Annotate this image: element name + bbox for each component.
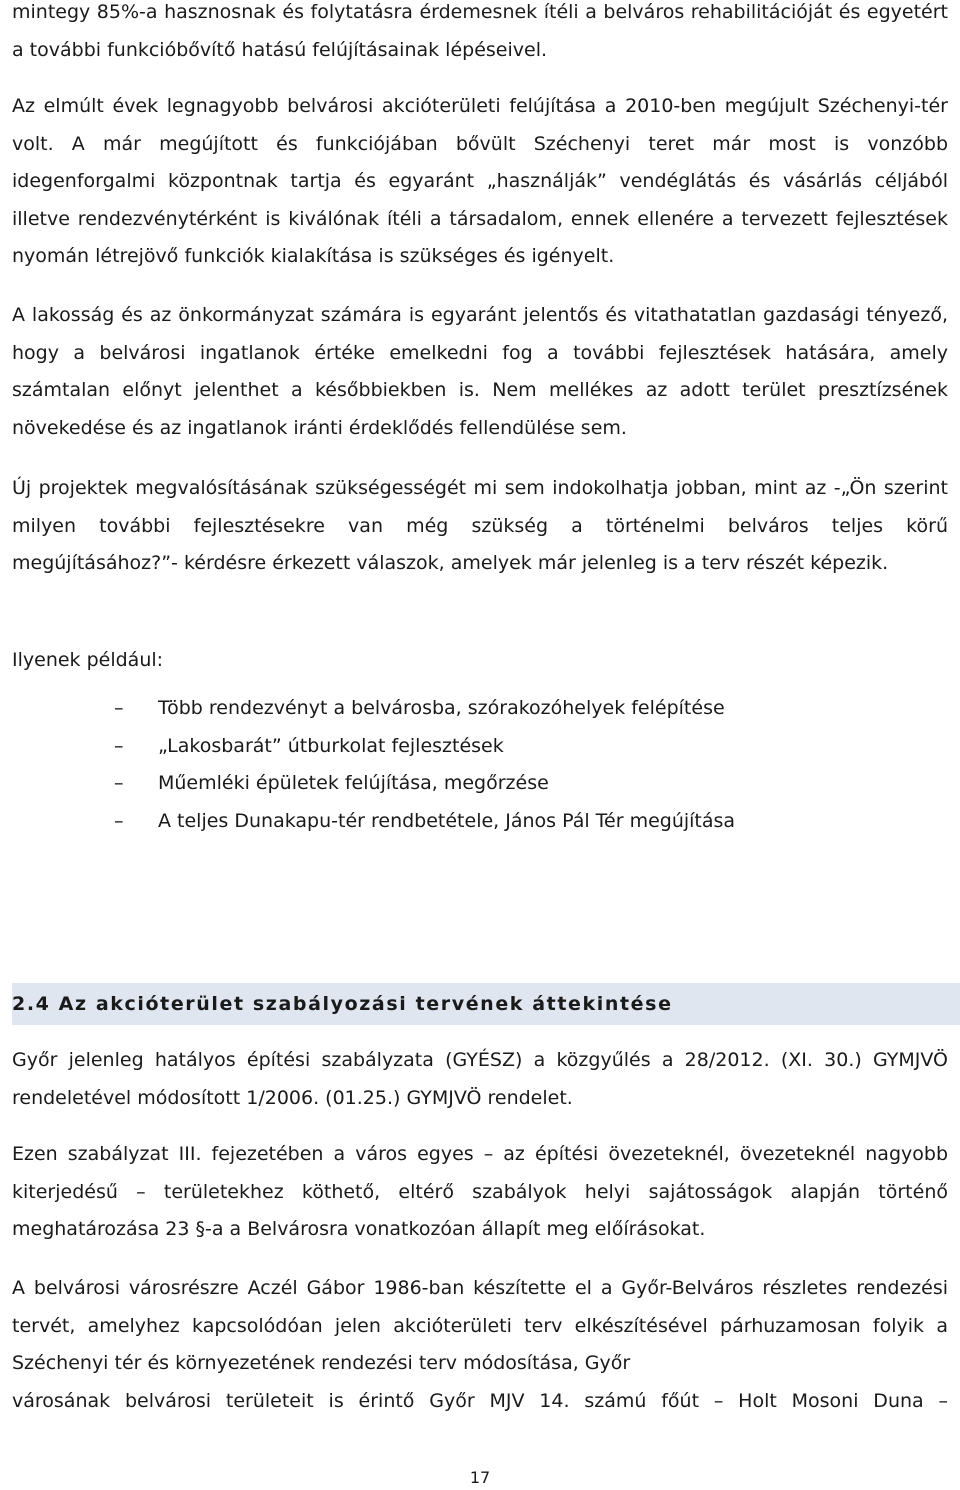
paragraph-szechenyi-square: Az elmúlt évek legnagyobb belvárosi akcióterületi felújítása a 2010-ben megújult Széchenyi-tér volt. A már megújított és funkciójában bővült Széchenyi teret már most is vonzóbb idegenforgalmi központnak tartja és egyaránt „használják” vendéglátás és vásárlás céljából illetve rendezvénytérként is kiválónak ítéli a társadalom, ennek ellenére a tervezett fejlesztések nyomán létrejövő funkciók kialakítása is szükséges és igényelt. [12,95,948,267]
examples-list [114,690,934,840]
paragraph-downtown-plan-last-line: városának belvárosi területeit is érintő Győr MJV 14. számú főút – Holt Mosoni Duna – [12,1389,948,1412]
section-heading-title: 2.4 Az akcióterület szabályozási tervének áttekintése [12,993,673,1015]
paragraph-new-projects: Új projektek megvalósításának szükségességét mi sem indokolhatja jobban, mint az -„Ön szerint milyen további fejlesztésekre van még szükség a történelmi belváros teljes körű megújításához?”- kérdésre érkezett válaszok, amelyek már jelenleg is a terv részét képezik. [12,477,948,574]
list-item-text: A teljes Dunakapu-tér rendbetétele, János Pál Tér megújítása [158,809,736,832]
list-item-text: Több rendezvényt a belvárosba, szórakozóhelyek felépítése [158,697,725,719]
page-number: 17 [469,1468,491,1487]
paragraph-examples-intro: Ilyenek például: [12,649,164,671]
dash-bullet-icon: – [114,809,124,832]
paragraph-building-regulation: Győr jelenleg hatályos építési szabályzata (GYÉSZ) a közgyűlés a 28/2012. (XI. 30.) GYMJVÖ rendeletével módosított 1/2006. (01.25.) GYMJVÖ rendelet. [12,1049,948,1109]
paragraph-survey-result: mintegy 85%-a hasznosnak és folytatásra érdemesnek ítéli a belváros rehabilitációját és egyetért a további funkcióbővítő hatású felújításainak lépéseivel. [12,1,948,61]
dash-bullet-icon: – [114,772,124,794]
list-item [114,803,934,841]
list-item-text: „Lakosbarát” útburkolat fejlesztések [158,734,504,757]
list-item [114,690,934,728]
dash-bullet-icon: – [114,697,124,719]
list-item [114,728,934,766]
dash-bullet-icon: – [114,734,124,757]
section-heading-bar [12,983,960,1025]
list-item [114,765,934,803]
paragraph-downtown-plan [12,1270,948,1420]
paragraph-regulation-chapter: Ezen szabályzat III. fejezetében a város egyes – az építési övezeteknél, övezeteknél nagyobb kiterjedésű – területekhez köthető, eltérő szabályok helyi sajátosságok alapján történő meghatározása 23 §-a a Belvárosra vonatkozóan állapít meg előírásokat. [12,1143,948,1240]
paragraph-economic-factor: A lakosság és az önkormányzat számára is egyaránt jelentős és vitathatatlan gazdasági tényező, hogy a belvárosi ingatlanok értéke emelkedni fog a további fejlesztések hatására, amely számtalan előnyt jelenthet a későbbiekben is. Nem mellékes az adott terület presztízsének növekedése és az ingatlanok iránti érdeklődés fellendülése sem. [12,304,948,439]
list-item-text: Műemléki épületek felújítása, megőrzése [158,772,549,794]
paragraph-downtown-plan-text: A belvárosi városrészre Aczél Gábor 1986-ban készítette el a Győr-Belváros részletes rendezési tervét, amelyhez kapcsolódóan jelen akcióterületi terv elkészítésével párhuzamosan folyik a Széchenyi tér és környezetének rendezési terv módosítása, Győr [12,1277,948,1374]
